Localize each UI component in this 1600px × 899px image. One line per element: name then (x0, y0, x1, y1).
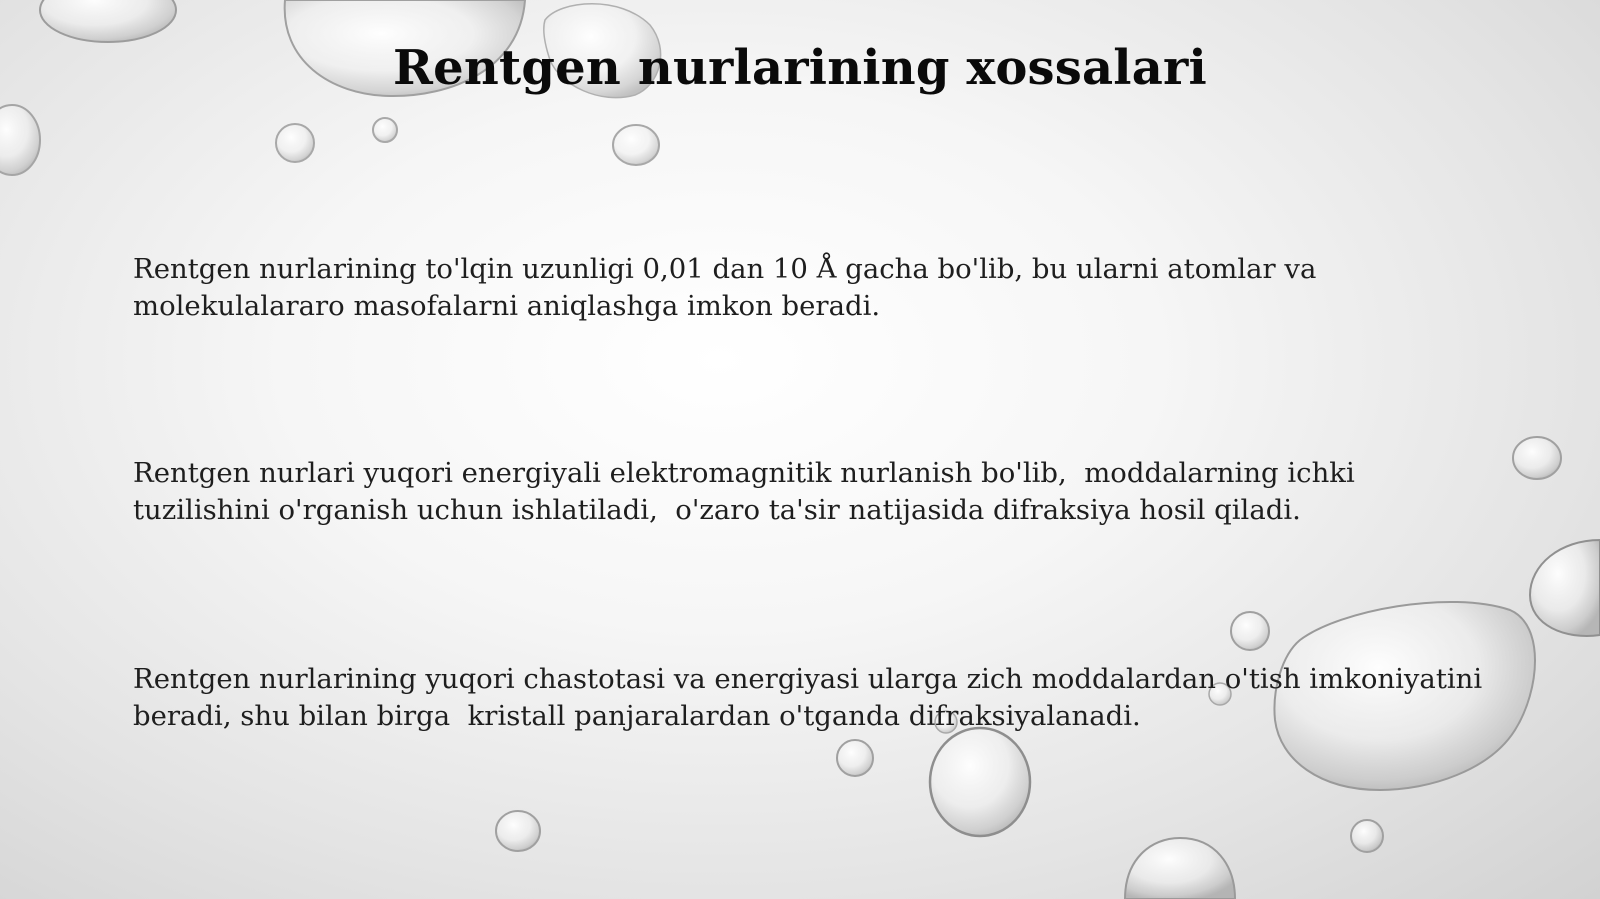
drop-small-3 (613, 125, 659, 165)
drop-top-left-large (40, 0, 176, 42)
drop-bottom-small-3 (496, 811, 540, 851)
drop-bottom-small-1 (837, 740, 873, 776)
drop-bottom-right-large (1125, 838, 1235, 899)
paragraph-wavelength: Rentgen nurlarining to'lqin uzunligi 0,01 dan 10 Å gacha bo'lib, bu ularni atomlar va molekulalararo masofalarni aniqlashga imkon beradi. (133, 253, 1317, 322)
drop-small-1 (276, 124, 314, 162)
drop-small-2 (373, 118, 397, 142)
drop-right-small-2 (1231, 612, 1269, 650)
drop-bottom-right-small (1351, 820, 1383, 852)
drop-left-edge (0, 105, 40, 175)
slide-title: Rentgen nurlarining xossalari (393, 40, 1207, 96)
paragraph-frequency: Rentgen nurlarining yuqori chastotasi va energiyasi ularga zich moddalardan o'tish imkoniyatini beradi, shu bilan birga kristall panjaralardan o'tganda difraksiyalanadi. (133, 663, 1483, 732)
drop-bottom-center-large (930, 728, 1030, 836)
drop-right-edge-large (1530, 540, 1600, 636)
paragraph-energy: Rentgen nurlari yuqori energiyali elektromagnitik nurlanish bo'lib, moddalarning ichki tuzilishini o'rganish uchun ishlatiladi, o'zaro ta'sir natijasida difraksiya hosil qiladi. (133, 457, 1355, 526)
